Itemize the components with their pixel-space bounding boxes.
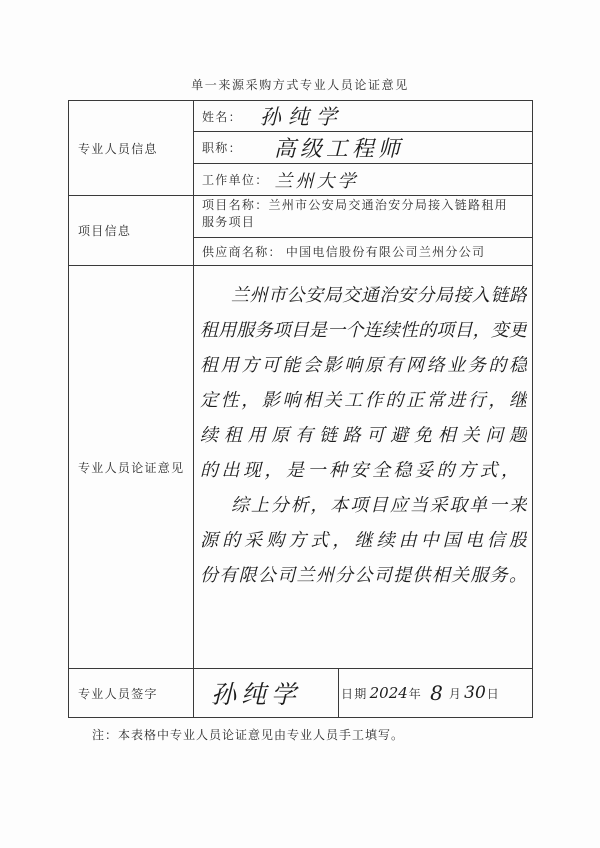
work-unit-row: [194, 164, 532, 195]
work-unit-label: 工作单位：: [202, 173, 269, 187]
expert-info-label: 专业人员信息: [78, 141, 158, 156]
handwritten-signature: 孙纯学: [210, 680, 301, 709]
date-year-unit: 年: [408, 686, 423, 701]
project-name-line: [202, 197, 532, 214]
job-title-row: [194, 132, 532, 163]
date-day-unit: 日: [486, 686, 501, 701]
date-year: 2024: [369, 684, 408, 702]
date-field: [341, 669, 531, 717]
name-value: 孙纯学: [259, 105, 344, 129]
date-label: 日期: [341, 686, 368, 701]
opinion-label: 专业人员论证意见: [78, 460, 185, 475]
name-label: 姓名：: [202, 109, 242, 124]
work-unit-value: 兰州大学: [274, 170, 359, 192]
project-info-label: 项目信息: [78, 224, 132, 238]
project-name-field: [194, 197, 532, 231]
job-title-label: 职称：: [202, 141, 242, 155]
project-name-label: 项目名称：: [202, 198, 269, 212]
name-row: [194, 101, 532, 131]
date-month: 8: [430, 681, 443, 705]
opinion-text: [200, 278, 527, 593]
opinion-line: 续租用原有链路可避免相关问题: [200, 425, 527, 446]
opinion-line: 租用服务项目是一个连续性的项目，变更: [200, 320, 527, 341]
supplier-label: 供应商名称：: [202, 245, 282, 259]
signature-label: 专业人员签字: [78, 686, 158, 701]
opinion-line: 兰州市公安局交通治安分局接入链路: [231, 285, 527, 306]
job-title-value: 高级工程师: [273, 137, 404, 162]
opinion-line: 份有限公司兰州分公司提供相关服务。: [200, 565, 527, 586]
opinion-line: 租用方可能会影响原有网络业务的稳: [200, 355, 527, 376]
opinion-line: 定性，影响相关工作的正常进行，继: [200, 390, 527, 411]
opinion-line: 源的采购方式，继续由中国电信股: [200, 530, 527, 551]
opinion-line: 的出现，是一种安全稳妥的方式，: [200, 460, 519, 481]
document-title: 单一来源采购方式专业人员论证意见: [191, 78, 409, 92]
footer-note: 注：本表格中专业人员论证意见由专业人员手工填写。: [92, 728, 405, 742]
opinion-form-table: [68, 100, 533, 718]
project-name-value: 兰州市公安局交通治安分局接入链路租用: [268, 198, 508, 212]
date-day: 30: [464, 683, 486, 703]
signature-area: [194, 669, 338, 717]
supplier-value: 中国电信股份有限公司兰州分公司: [285, 245, 486, 259]
signature-date-divider: [338, 668, 339, 717]
project-name-line: 服务项目: [202, 215, 256, 229]
supplier-row: [194, 238, 532, 265]
opinion-line: 综上分析，本项目应当采取单一来: [231, 495, 527, 516]
date-month-unit: 月: [448, 686, 463, 701]
